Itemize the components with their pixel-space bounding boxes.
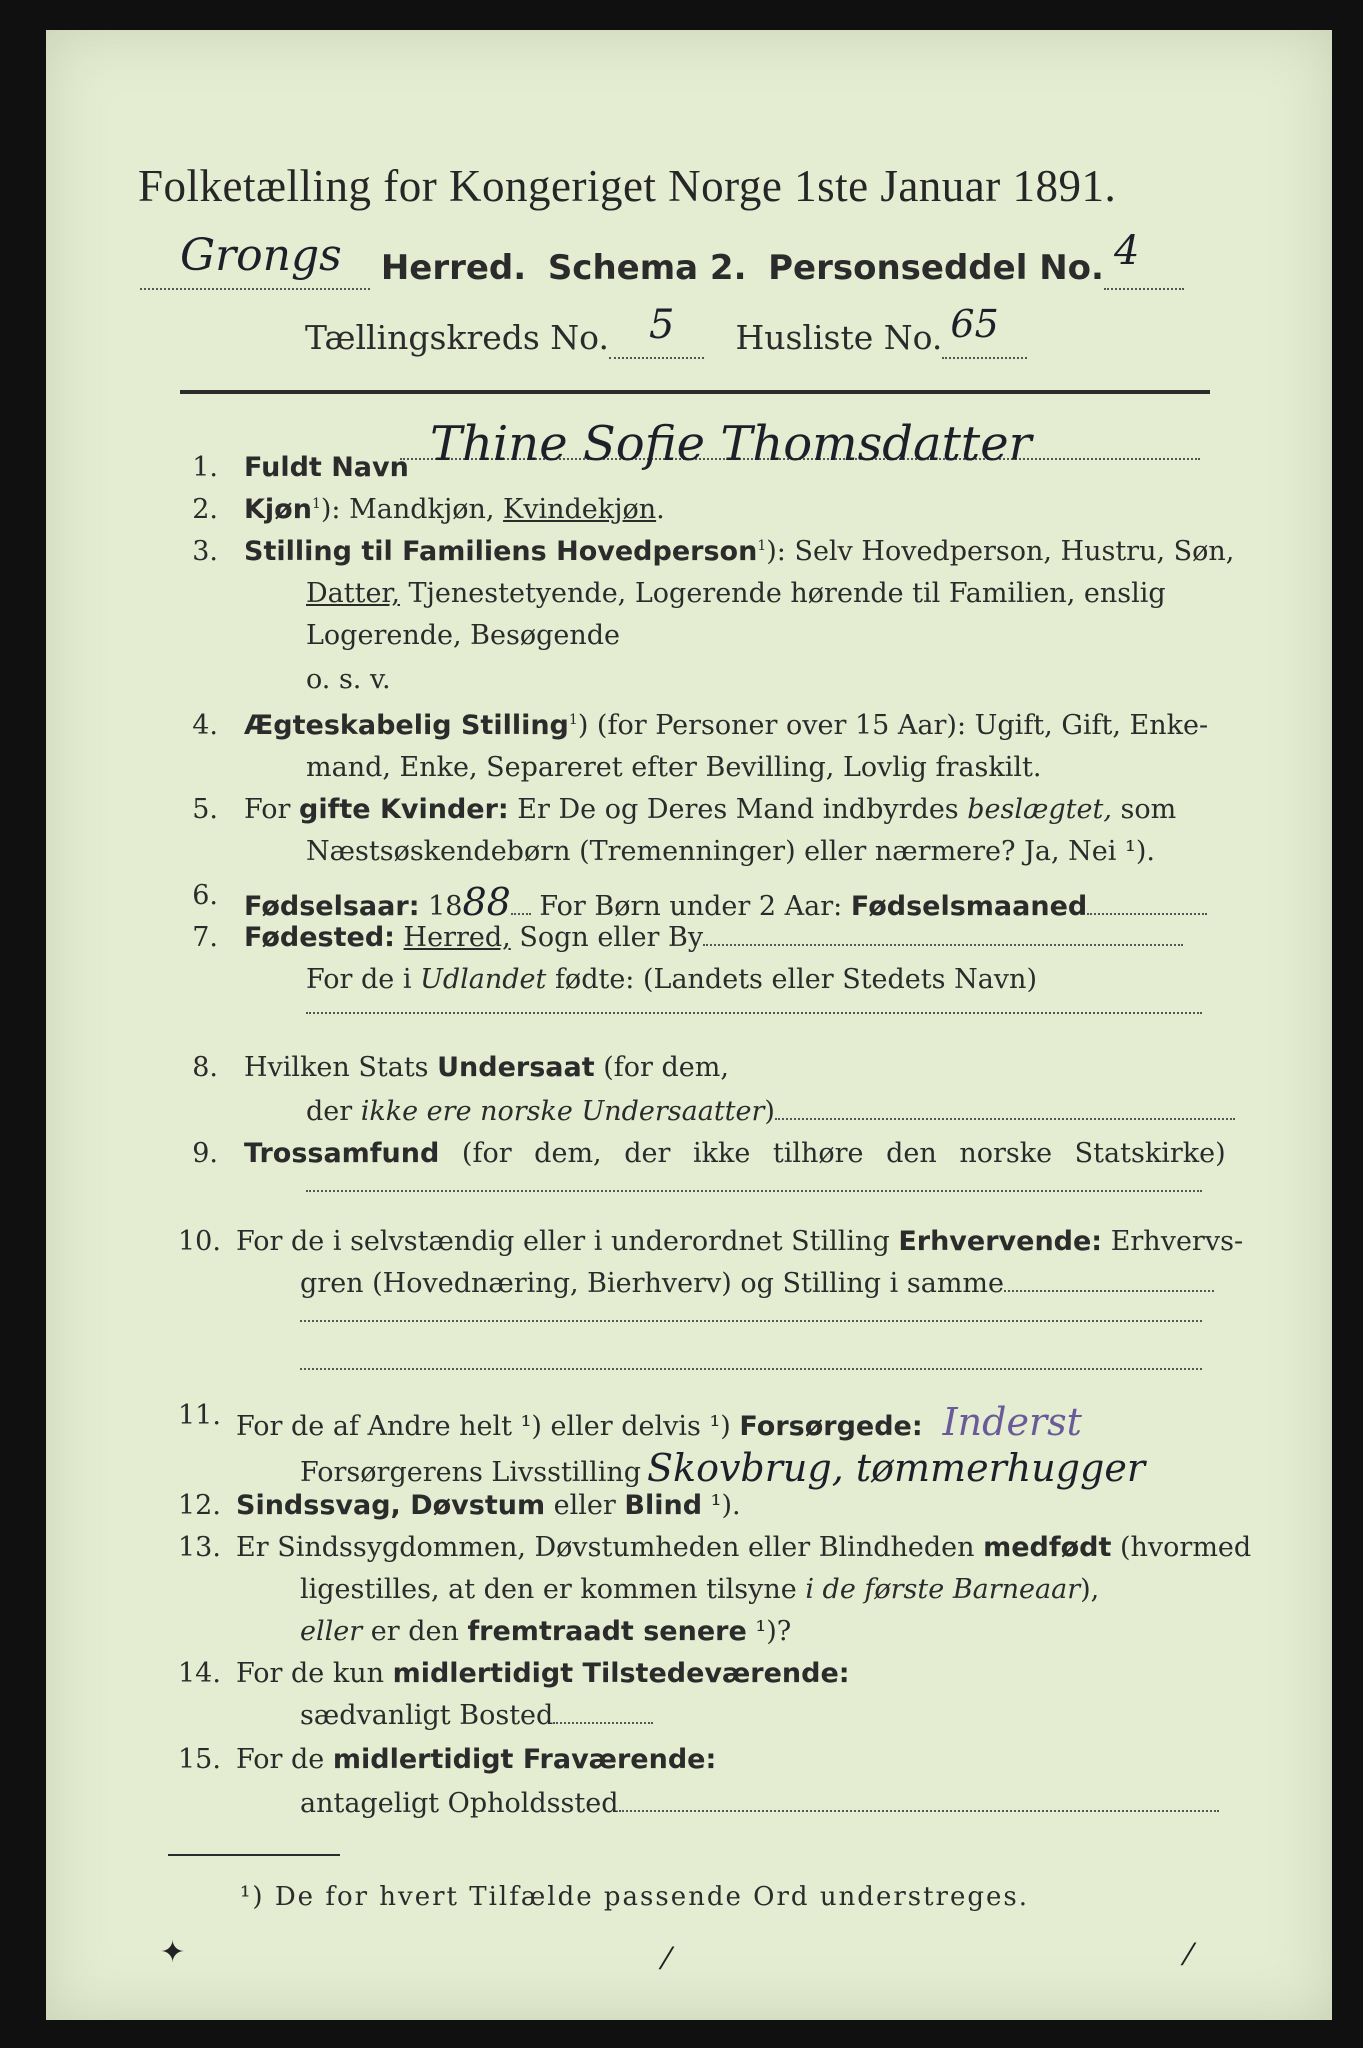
- margin-mark-left: ✦: [160, 1935, 186, 1970]
- q3-line3: Logerende, Besøgende: [306, 620, 620, 651]
- q7-number: 7.: [192, 922, 218, 953]
- margin-mark-right: ⁄: [1186, 1938, 1192, 1973]
- q13-text1b: (hvormed: [1111, 1532, 1252, 1563]
- q5-text1b: som: [1111, 794, 1177, 825]
- q3-line4: o. s. v.: [306, 664, 391, 695]
- q6-label2: Fødselsmaaned: [850, 891, 1088, 922]
- q13-text2b: ),: [1080, 1574, 1100, 1605]
- schema-label: Schema 2.: [547, 248, 747, 288]
- q11-label: Forsørgede:: [739, 1411, 923, 1442]
- q5-text1: Er De og Deres Mand indbyrdes: [508, 794, 968, 825]
- q10-text1b: Erhvervs-: [1102, 1226, 1244, 1257]
- personseddel-field: [1104, 228, 1184, 290]
- q7-line1: [244, 922, 1183, 953]
- q12-mid: eller: [545, 1490, 625, 1521]
- q6-prefix: 18: [419, 891, 463, 922]
- q10-dotted-line2: [300, 1320, 1202, 1322]
- q9-dotted-line: [306, 1190, 1202, 1192]
- q6-answer: 88: [462, 880, 511, 924]
- herred-field: [140, 230, 370, 290]
- q11-text1: For de af Andre helt ¹) eller delvis ¹): [236, 1411, 740, 1442]
- q13-text1a: Er Sindssygdommen, Døvstumheden eller Blindheden: [236, 1532, 984, 1563]
- q7-text1: Sogn eller By: [510, 922, 704, 953]
- kreds-line: [305, 302, 1027, 359]
- q4-label: Ægteskabelig Stilling: [244, 710, 569, 741]
- q9-line1: [244, 1138, 1226, 1169]
- personseddel-value: 4: [1113, 228, 1140, 274]
- q8-line2: [306, 1096, 1235, 1127]
- header-rule: [180, 390, 1210, 394]
- q8-text2a: der: [306, 1096, 361, 1127]
- q15-dotted-line: [619, 1810, 1219, 1812]
- q3-line2: [306, 578, 1166, 609]
- q8-dotted-line: [775, 1118, 1235, 1120]
- q5-italic: beslægtet,: [967, 794, 1112, 825]
- q12-number: 12.: [178, 1490, 221, 1521]
- q1-answer-field: [400, 416, 1200, 474]
- q2-text: [244, 494, 665, 525]
- footnote: ¹) De for hvert Tilfælde passende Ord understreges.: [240, 1882, 1030, 1912]
- q2-label: Kjøn: [244, 494, 312, 525]
- q7-text2a: For de i: [306, 964, 421, 995]
- q7-selected: Herred,: [403, 922, 511, 953]
- q14-dotted-line: [553, 1722, 653, 1724]
- q1-label: Fuldt Navn: [244, 452, 409, 483]
- q13-italic: i de første Barneaar: [805, 1574, 1081, 1605]
- q8-text2b: ): [764, 1096, 775, 1127]
- q10-label: Erhvervende:: [898, 1226, 1103, 1257]
- q11-text2: Forsørgerens Livsstilling: [300, 1457, 642, 1488]
- q4-number: 4.: [192, 710, 218, 741]
- q6-number: 6.: [192, 880, 218, 911]
- husliste-value: 65: [950, 302, 999, 346]
- q3-text1: ): Selv Hovedperson, Hustru, Søn,: [766, 536, 1235, 567]
- herred-line: [140, 228, 1184, 290]
- q11-line2: [300, 1446, 1145, 1490]
- q7-dotted-line: [703, 944, 1183, 946]
- q4-text1: ) (for Personer over 15 Aar): Ugift, Gift, Enke-: [577, 710, 1209, 741]
- q10-dotted-line: [1004, 1290, 1214, 1292]
- q15-label: midlertidigt Fraværende:: [332, 1744, 717, 1775]
- q14-text2: sædvanligt Bosted: [300, 1700, 554, 1731]
- q2-sup: 1: [311, 496, 321, 512]
- husliste-label: Husliste No.: [735, 318, 943, 357]
- q11-line1: [236, 1400, 1082, 1444]
- q8-italic: ikke ere norske Undersaatter: [360, 1096, 765, 1127]
- q9-number: 9.: [192, 1138, 218, 1169]
- form-title: Folketælling for Kongeriget Norge 1ste Januar 1891.: [138, 161, 1117, 211]
- q13-label2: fremtraadt senere: [467, 1616, 747, 1647]
- q10-line2: [300, 1268, 1214, 1299]
- q14-number: 14.: [178, 1658, 221, 1689]
- q14-text1a: For de kun: [236, 1658, 393, 1689]
- kreds-field: [609, 302, 704, 359]
- q14-line1: [236, 1658, 850, 1689]
- margin-mark-center: ⁄: [664, 1942, 670, 1977]
- q13-line2: [300, 1574, 1099, 1605]
- q4-line1: Ægteskabelig Stilling$^1$) (for Personer over 15 Aar): Ugift, Gift, Enke-: [244, 710, 1209, 741]
- q8-text1a: Hvilken Stats: [244, 1052, 438, 1083]
- q1-number: 1.: [192, 452, 218, 483]
- q7-dotted-line2: [306, 1012, 1202, 1014]
- q3-line1: Stilling til Familiens Hovedperson$^1$): Selv Hovedperson, Hustru, Søn,: [244, 536, 1235, 567]
- q11-answer1: Inderst: [942, 1400, 1082, 1444]
- q7-label: Fødested:: [244, 922, 395, 953]
- q14-line2: [300, 1700, 653, 1731]
- q12-label2: Blind: [624, 1490, 703, 1521]
- q5-line2: Næstsøskendebørn (Tremenninger) eller nærmere? Ja, Nei ¹).: [306, 836, 1155, 867]
- q11-number: 11.: [178, 1400, 221, 1431]
- q8-number: 8.: [192, 1052, 218, 1083]
- q1-answer: Thine Sofie Thomsdatter: [430, 416, 1032, 472]
- q13-italic2: eller: [300, 1616, 363, 1647]
- q8-text1b: (for dem,: [594, 1052, 729, 1083]
- q13-number: 13.: [178, 1532, 221, 1563]
- q9-label: Trossamfund: [244, 1138, 440, 1169]
- q8-line1: [244, 1052, 729, 1083]
- q7-text2b: fødte: (Landets eller Stedets Navn): [546, 964, 1037, 995]
- personseddel-label: Personseddel No.: [768, 248, 1104, 288]
- q5-pre: For: [244, 794, 300, 825]
- q4-line2: mand, Enke, Separeret efter Bevilling, Lovlig fraskilt.: [306, 752, 1042, 783]
- q6-mid: For Børn under 2 Aar:: [530, 891, 851, 922]
- q12-label: Sindssvag, Døvstum: [236, 1490, 546, 1521]
- q5-number: 5.: [192, 794, 218, 825]
- q12-after: ¹).: [702, 1490, 741, 1521]
- q3-number: 3.: [192, 536, 218, 567]
- q13-line1: [236, 1532, 1251, 1563]
- q6-label: Fødselsaar:: [244, 891, 420, 922]
- q12-line: [236, 1490, 741, 1521]
- q14-label: midlertidigt Tilstedeværende:: [392, 1658, 850, 1689]
- q8-label: Undersaat: [437, 1052, 595, 1083]
- q7-italic: Udlandet: [420, 964, 547, 995]
- q5-line1: [244, 794, 1176, 825]
- q13-line3: [300, 1616, 791, 1647]
- q6-dotted-line: [1087, 913, 1207, 915]
- q13-text3b: ¹)?: [746, 1616, 792, 1647]
- q10-text1a: For de i selvstændig eller i underordnet Stilling: [236, 1226, 899, 1257]
- q15-line2: [300, 1788, 1219, 1819]
- q11-answer2: Skovbrug, tømmerhugger: [647, 1446, 1145, 1490]
- q2-number: 2.: [192, 494, 218, 525]
- q7-line2: [306, 964, 1037, 995]
- herred-value: Grongs: [180, 230, 342, 281]
- q10-dotted-line3: [300, 1368, 1202, 1370]
- kreds-value: 5: [648, 302, 675, 348]
- herred-label: Herred.: [380, 248, 527, 288]
- q2-options: ): Mandkjøn,: [320, 494, 504, 525]
- q3-selected: Datter,: [306, 578, 400, 609]
- q13-text3a: er den: [362, 1616, 468, 1647]
- q10-number: 10.: [178, 1226, 221, 1257]
- q5-label: gifte Kvinder:: [299, 794, 509, 825]
- q2-after: .: [656, 494, 665, 525]
- q15-number: 15.: [178, 1744, 221, 1775]
- q9-text1: (for dem, der ikke tilhøre den norske Statskirke): [439, 1138, 1226, 1169]
- q15-text1a: For de: [236, 1744, 333, 1775]
- q2-selected: Kvindekjøn: [503, 494, 657, 525]
- kreds-label: Tællingskreds No.: [305, 318, 609, 357]
- q3-text2: Tjenestetyende, Logerende hørende til Familien, enslig: [399, 578, 1166, 609]
- husliste-field: [942, 302, 1027, 359]
- q3-label: Stilling til Familiens Hovedperson: [244, 536, 758, 567]
- q15-text2: antageligt Opholdssted: [300, 1788, 619, 1819]
- footnote-rule: [168, 1854, 340, 1856]
- q6-line: [244, 880, 1207, 924]
- q10-line1: [236, 1226, 1243, 1257]
- q15-line1: [236, 1744, 716, 1775]
- q10-text2: gren (Hovednæring, Bierhverv) og Stilling i samme: [300, 1268, 1005, 1299]
- q13-label: medfødt: [983, 1532, 1112, 1563]
- q13-text2a: ligestilles, at den er kommen tilsyne: [300, 1574, 806, 1605]
